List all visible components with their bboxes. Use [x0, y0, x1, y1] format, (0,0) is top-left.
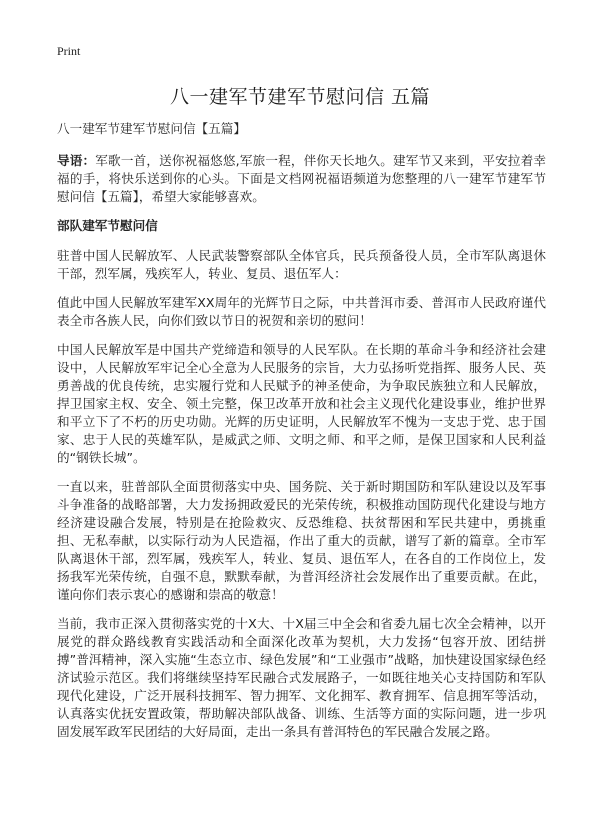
article-body [57, 120, 546, 752]
paragraph-salutation: 驻普中国人民解放军、人民武装警察部队全体官兵，民兵预备役人员，全市军队离退休干部，烈军属，残疾军人，转业、复员、退伍军人： [57, 248, 546, 281]
section-heading: 部队建军节慰问信 [57, 218, 158, 233]
paragraph-current-plans: 当前，我市正深入贯彻落实党的十X大、十X届三中全会和省委九届七次全会精神，以开展党的群众路线教育实践活动和全面深化改革为契机，大力发扬“包容开放、团结拼搏”普洱精神，深入实施“生态立市、绿色发展”和“工业强市”战略，加快建设国家绿色经济试验示范区。我们将继续坚持军民融合式发展路子，一如既往地关心支持国防和军队现代化建设，广泛开展科技拥军、智力拥军、文化拥军、教育拥军、信息拥军等活动，认真落实优抚安置政策，帮助解决部队战备、训练、生活等方面的实际问题，进一步巩固发展军政军民团结的大好局面，走出一条具有普洱特色的军民融合发展之路。 [57, 616, 546, 739]
intro-paragraph [57, 152, 546, 206]
paragraph-history: 中国人民解放军是中国共产党缔造和领导的人民军队。在长期的革命斗争和经济社会建设中，人民解放军牢记全心全意为人民服务的宗旨，大力弘扬听党指挥、服务人民、英勇善战的优良传统，忠实履行党和人民赋予的神圣使命，为争取民族独立和人民解放，捍卫国家主权、安全、领土完整，保卫改革开放和社会主义现代化建设事业，维护世界和平立下了不朽的历史功勋。光辉的历史证明，人民解放军不愧为一支忠于党、忠于国家、忠于人民的英雄军队，是威武之师、文明之师、和平之师，是保卫国家和人民利益的“钢铁长城”。 [57, 342, 546, 465]
paragraph-contributions: 一直以来，驻普部队全面贯彻落实中央、国务院、关于新时期国防和军队建设以及军事斗争准备的战略部署，大力发扬拥政爱民的光荣传统，积极推动国防现代化建设与地方经济建设融合发展，特别是在抢险救灾、反恐维稳、扶贫帮困和军民共建中，勇挑重担、无私奉献，以实际行动为人民造福，作出了重大的贡献，谱写了新的篇章。全市军队离退休干部，烈军属，残疾军人，转业、复员、退伍军人，在各自的工作岗位上，发扬我军光荣传统，自强不息，默默奉献，为普洱经济社会发展作出了重要贡献。在此，谨向你们表示衷心的感谢和崇高的敬意！ [57, 479, 546, 602]
article-subtitle: 八一建军节建军节慰问信【五篇】 [57, 121, 246, 136]
print-label: Print [57, 44, 81, 58]
intro-text: 军歌一首，送你祝福悠悠,军旅一程，伴你天长地久。建军节又来到，平安拉着幸福的手，将快乐送到你的心头。下面是文档网祝福语频道为您整理的八一建军节建军节慰问信【五篇】，希望大家能够喜欢。 [57, 153, 546, 204]
paragraph-greeting: 值此中国人民解放军建军XX周年的光辉节日之际，中共普洱市委、普洱市人民政府谨代表全市各族人民，向你们致以节日的祝贺和亲切的慰问！ [57, 295, 546, 328]
intro-lead: 导语： [57, 153, 96, 168]
document-title: 八一建军节建军节慰问信 五篇 [169, 86, 431, 108]
